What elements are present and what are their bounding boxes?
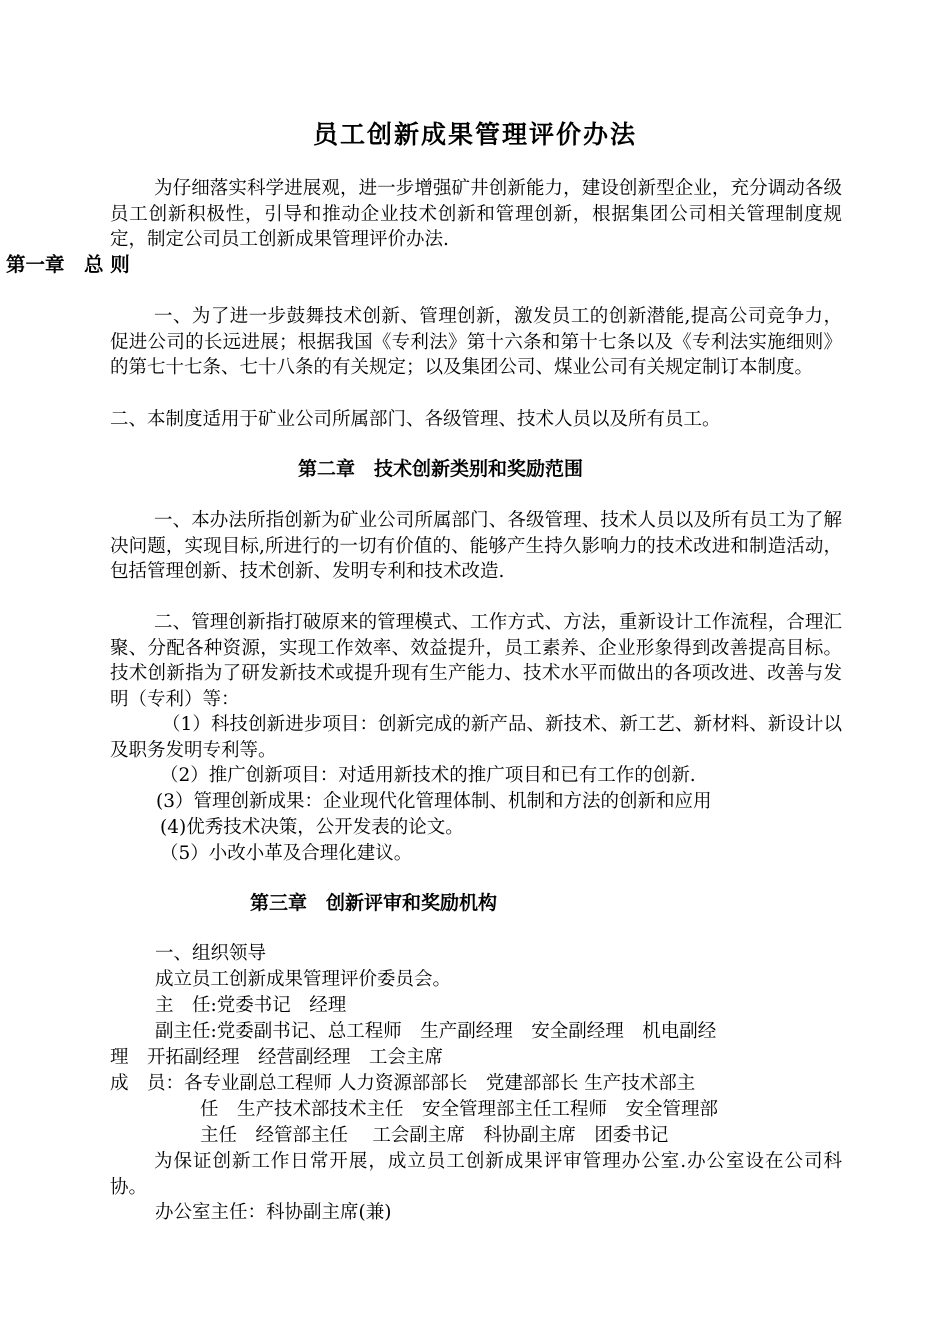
office-paragraph: 为保证创新工作日常开展，成立员工创新成果评审管理办公室.办公室设在公司科协。 <box>110 1151 842 1198</box>
chapter-2-heading: 第二章 技术创新类别和奖励范围 <box>298 458 584 480</box>
chapter-3-heading: 第三章 创新评审和奖励机构 <box>250 892 498 914</box>
document-title: 员工创新成果管理评价办法 <box>312 120 637 149</box>
committee-deputy-line-1: 副主任:党委副书记、总工程师 生产副经理 安全副经理 机电副经 <box>155 1021 717 1042</box>
chapter-2-item-1: （1）科技创新进步项目：创新完成的新产品、新技术、新工艺、新材料、新设计以及职务发明专利等。 <box>110 714 842 761</box>
office-director: 办公室主任：科协副主席(兼) <box>155 1202 392 1223</box>
chapter-3-committee: 成立员工创新成果管理评价委员会。 <box>155 969 452 990</box>
committee-director: 主 任:党委书记 经理 <box>155 995 347 1016</box>
chapter-1-paragraph-2: 二、本制度适用于矿业公司所属部门、各级管理、技术人员以及所有员工。 <box>110 409 721 430</box>
committee-members-line-1: 成 员：各专业副总工程师 人力资源部部长 党建部部长 生产技术部主 <box>110 1073 696 1094</box>
chapter-1-paragraph-1: 一、为了进一步鼓舞技术创新、管理创新，激发员工的创新潜能,提高公司竞争力，促进公司的长远进展；根据我国《专利法》第十六条和第十七条以及《专利法实施细则》的第七十七条、七十八条的有关规定；以及集团公司、煤业公司有关规定制订本制度。 <box>110 306 842 379</box>
chapter-2-item-4: (4)优秀技术决策，公开发表的论文。 <box>160 817 464 838</box>
committee-members-line-2: 任 生产技术部技术主任 安全管理部主任工程师 安全管理部 <box>200 1099 719 1120</box>
chapter-2-item-5: （5）小改小革及合理化建议。 <box>160 843 413 864</box>
committee-members-line-3: 主任 经管部主任 工会副主席 科协副主席 团委书记 <box>200 1125 669 1146</box>
intro-paragraph: 为仔细落实科学进展观，进一步增强矿井创新能力，建设创新型企业，充分调动各级员工创新积极性，引导和推动企业技术创新和管理创新，根据集团公司相关管理制度规定，制定公司员工创新成果管理评价办法. <box>110 178 842 251</box>
committee-deputy-line-2: 理 开拓副经理 经营副经理 工会主席 <box>110 1047 444 1068</box>
chapter-2-item-3: (3）管理创新成果：企业现代化管理体制、机制和方法的创新和应用 <box>156 791 712 812</box>
chapter-1-heading: 第一章 总 则 <box>6 253 130 276</box>
chapter-2-paragraph-1: 一、本办法所指创新为矿业公司所属部门、各级管理、技术人员以及所有员工为了解决问题，实现目标,所进行的一切有价值的、能够产生持久影响力的技术改进和制造活动，包括管理创新、技术创新、发明专利和技术改造. <box>110 510 842 583</box>
chapter-3-section-1: 一、组织领导 <box>155 943 267 964</box>
chapter-2-item-2: （2）推广创新项目：对适用新技术的推广项目和已有工作的创新. <box>160 765 696 786</box>
chapter-2-paragraph-2: 二、管理创新指打破原来的管理模式、工作方式、方法，重新设计工作流程，合理汇聚、分配各种资源，实现工作效率、效益提升，员工素养、企业形象得到改善提高目标。技术创新指为了研发新技术或提升现有生产能力、技术水平而做出的各项改进、改善与发明（专利）等： <box>110 612 842 710</box>
